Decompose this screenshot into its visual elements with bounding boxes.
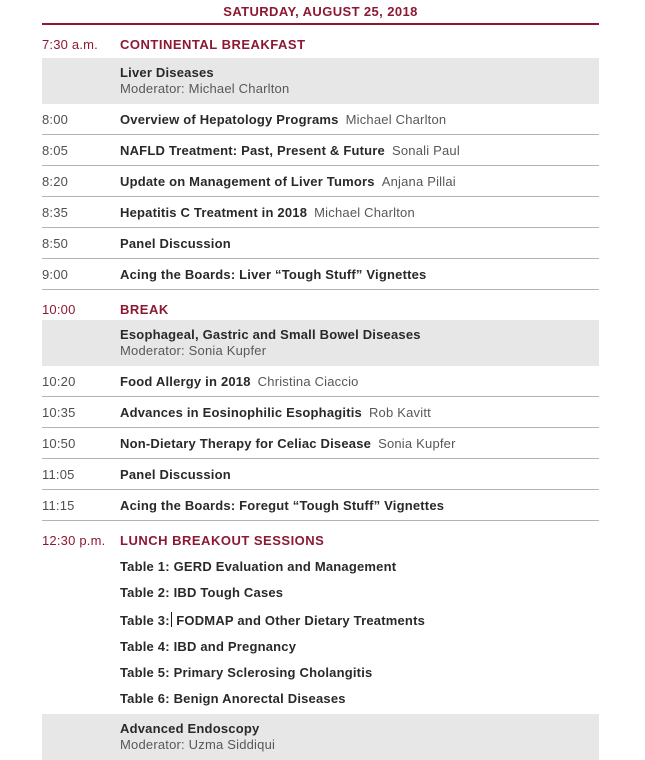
section-row-lunch-breakout	[42, 521, 599, 551]
session-speaker: Sonia Kupfer	[378, 436, 456, 451]
session-time: 10:50	[42, 436, 76, 451]
session-title: Overview of Hepatology Programs	[120, 112, 339, 127]
session-row	[42, 428, 599, 459]
session-title: Panel Discussion	[120, 467, 231, 482]
session-time: 11:05	[42, 467, 75, 482]
session-time: 8:00	[42, 112, 69, 127]
track-header-esophageal	[42, 320, 599, 366]
session-time: 9:00	[42, 267, 69, 282]
session-title: Update on Management of Liver Tumors	[120, 174, 375, 189]
section-time: 7:30 a.m.	[42, 37, 98, 52]
track-moderator: Moderator: Uzma Siddiqui	[120, 737, 276, 752]
session-row	[42, 459, 599, 490]
session-title: Non-Dietary Therapy for Celiac Disease	[120, 436, 372, 451]
session-speaker: Michael Charlton	[314, 205, 415, 220]
section-time: 12:30 p.m.	[42, 533, 106, 548]
session-row	[42, 366, 599, 397]
session-row	[42, 166, 599, 197]
breakout-table-item: Table 2: IBD Tough Cases	[120, 585, 284, 600]
session-speaker: Rob Kavitt	[368, 405, 431, 420]
session-speaker: Christina Ciaccio	[257, 374, 359, 389]
session-speaker: Anjana Pillai	[381, 174, 456, 189]
session-time: 10:20	[42, 374, 76, 389]
breakout-table-item: Table 4: IBD and Pregnancy	[120, 639, 297, 654]
track-moderator: Moderator: Michael Charlton	[120, 81, 290, 96]
text-cursor	[171, 612, 173, 627]
schedule-page	[42, 0, 599, 760]
track-header-liver-diseases	[42, 58, 599, 104]
date-title: SATURDAY, AUGUST 25, 2018	[223, 4, 418, 19]
session-row	[42, 135, 599, 166]
session-title: Panel Discussion	[120, 236, 231, 251]
track-title: Liver Diseases	[120, 65, 214, 80]
session-row	[42, 197, 599, 228]
section-label: CONTINENTAL BREAKFAST	[120, 37, 306, 52]
session-speaker: Michael Charlton	[345, 112, 447, 127]
session-speaker: Sonali Paul	[391, 143, 460, 158]
breakout-table-item: Table 6: Benign Anorectal Diseases	[120, 691, 346, 706]
breakout-table-text-before-cursor: Table 3:	[120, 613, 170, 628]
session-row	[42, 104, 599, 135]
section-time: 10:00	[42, 302, 76, 317]
session-row	[42, 259, 599, 290]
session-row	[42, 228, 599, 259]
session-time: 8:20	[42, 174, 69, 189]
track-title: Esophageal, Gastric and Small Bowel Diseases	[120, 327, 421, 342]
date-header	[42, 0, 599, 25]
breakout-table-text-after-cursor: FODMAP and Other Dietary Treatments	[176, 613, 426, 628]
section-row-break	[42, 290, 599, 320]
section-label: BREAK	[120, 302, 169, 317]
session-title: NAFLD Treatment: Past, Present & Future	[120, 143, 385, 158]
session-time: 8:50	[42, 236, 69, 251]
session-time: 8:35	[42, 205, 69, 220]
session-time: 8:05	[42, 143, 69, 158]
session-title: Food Allergy in 2018	[120, 374, 251, 389]
session-title: Acing the Boards: Liver “Tough Stuff” Vignettes	[120, 267, 427, 282]
session-time: 10:35	[42, 405, 76, 420]
session-time: 11:15	[42, 498, 75, 513]
track-header-advanced-endoscopy	[42, 714, 599, 760]
session-title: Hepatitis C Treatment in 2018	[120, 205, 308, 220]
breakout-table-item-editing[interactable]	[120, 612, 599, 628]
section-row-continental-breakfast	[42, 25, 599, 55]
session-row	[42, 397, 599, 428]
breakout-table-item: Table 1: GERD Evaluation and Management	[120, 559, 397, 574]
breakout-table-list	[42, 560, 599, 706]
breakout-table-item: Table 5: Primary Sclerosing Cholangitis	[120, 665, 373, 680]
track-moderator: Moderator: Sonia Kupfer	[120, 343, 267, 358]
session-title: Acing the Boards: Foregut “Tough Stuff” Vignettes	[120, 498, 445, 513]
section-label: LUNCH BREAKOUT SESSIONS	[120, 533, 325, 548]
track-title: Advanced Endoscopy	[120, 721, 260, 736]
session-row	[42, 490, 599, 521]
session-title: Advances in Eosinophilic Esophagitis	[120, 405, 362, 420]
